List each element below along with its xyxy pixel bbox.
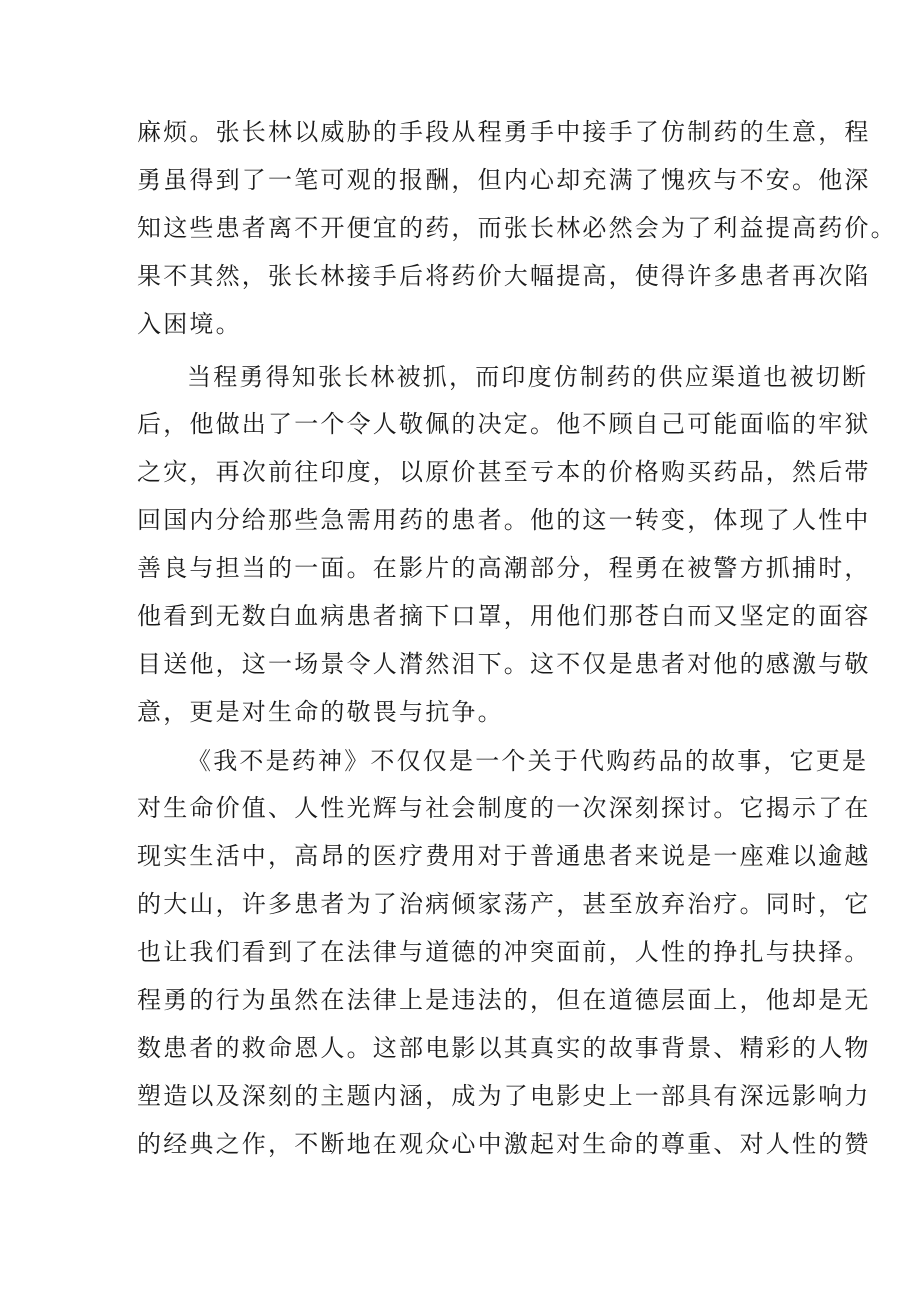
text-line: 之灾，再次前往印度，以原价甚至亏本的价格购买药品，然后带 <box>137 458 871 486</box>
text-line: 后，他做出了一个令人敬佩的决定。他不顾自己可能面临的牢狱 <box>137 410 871 438</box>
text-line: 麻烦。张长林以威胁的手段从程勇手中接手了仿制药的生意，程 <box>137 118 871 146</box>
text-line: 的经典之作，不断地在观众心中激起对生命的尊重、对人性的赞 <box>137 1130 871 1158</box>
text-line: 的大山，许多患者为了治病倾家荡产，甚至放弃治疗。同时，它 <box>137 890 871 918</box>
text-line: 当程勇得知张长林被抓，而印度仿制药的供应渠道也被切断 <box>187 363 869 391</box>
text-line: 入困境。 <box>137 310 242 338</box>
text-line: 他看到无数白血病患者摘下口罩，用他们那苍白而又坚定的面容 <box>137 602 871 630</box>
text-line: 意，更是对生命的敬畏与抗争。 <box>137 698 504 726</box>
text-line: 对生命价值、人性光辉与社会制度的一次深刻探讨。它揭示了在 <box>137 794 871 822</box>
text-line: 知这些患者离不开便宜的药，而张长林必然会为了利益提高药价。 <box>137 214 897 242</box>
text-line: 回国内分给那些急需用药的患者。他的这一转变，体现了人性中 <box>137 506 871 534</box>
text-line: 现实生活中，高昂的医疗费用对于普通患者来说是一座难以逾越 <box>137 842 871 870</box>
text-line: 《我不是药神》不仅仅是一个关于代购药品的故事，它更是 <box>187 747 869 775</box>
text-line: 勇虽得到了一笔可观的报酬，但内心却充满了愧疚与不安。他深 <box>137 166 871 194</box>
text-line: 果不其然，张长林接手后将药价大幅提高，使得许多患者再次陷 <box>137 262 871 290</box>
text-line: 数患者的救命恩人。这部电影以其真实的故事背景、精彩的人物 <box>137 1034 871 1062</box>
text-line: 目送他，这一场景令人潸然泪下。这不仅是患者对他的感激与敬 <box>137 650 871 678</box>
text-line: 塑造以及深刻的主题内涵，成为了电影史上一部具有深远影响力 <box>137 1082 871 1110</box>
text-line: 善良与担当的一面。在影片的高潮部分，程勇在被警方抓捕时， <box>137 554 871 582</box>
text-line: 程勇的行为虽然在法律上是违法的，但在道德层面上，他却是无 <box>137 986 871 1014</box>
text-line: 也让我们看到了在法律与道德的冲突面前，人性的挣扎与抉择。 <box>137 938 871 966</box>
